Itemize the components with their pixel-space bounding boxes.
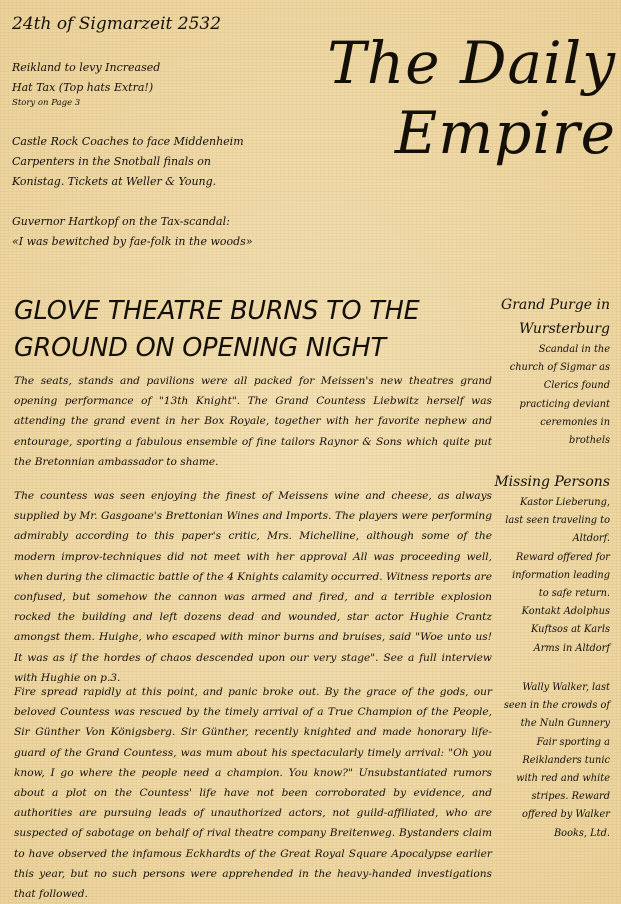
teaser-line: Reikland to levy Increased <box>12 61 161 74</box>
sidebar-missing-persons <box>494 470 610 658</box>
teaser-line: Hat Tax (Top hats Extra!) <box>12 81 154 94</box>
sidebar-heading: Wursterburg <box>519 321 610 337</box>
issue-date: 24th of Sigmarzeit 2532 <box>12 14 222 34</box>
sidebar-text: Kontakt Adolphus <box>521 606 610 618</box>
sidebar-text: Reiklanders tunic <box>522 754 610 766</box>
sidebar-text: Books, Ltd. <box>553 827 610 839</box>
sidebar-heading: Grand Purge in <box>501 297 610 313</box>
teaser-page-ref: Story on Page 3 <box>12 98 81 108</box>
sidebar-text: Arms in Altdorf <box>533 642 610 654</box>
sidebar-text: information leading <box>512 569 610 581</box>
sidebar-text: Reward offered for <box>515 551 610 563</box>
sidebar-heading: Missing Persons <box>494 474 610 490</box>
sidebar-text: Wally Walker, last <box>522 682 610 693</box>
teaser-line: Castle Rock Coaches to face Middenheim <box>12 135 244 148</box>
sidebar-text: Clerics found <box>543 380 610 392</box>
sidebar-grand-purge <box>494 293 610 450</box>
teaser-line: Konistag. Tickets at Weller & Young. <box>12 175 217 188</box>
sidebar-text: church of Sigmar as <box>509 362 610 374</box>
sidebar-text: last seen traveling to <box>505 515 610 527</box>
masthead-line-1: The Daily <box>327 29 616 97</box>
sidebar-text: Fair sporting a <box>536 736 610 748</box>
main-headline <box>14 293 494 367</box>
masthead-line-2: Empire <box>394 99 616 167</box>
article-paragraph-2: The countess was seen enjoying the finest of Meissens wine and cheese, as always supplied by Mr. Gasgoane's Brettonian Wines and Imports. The players were performing admirably according to this paper's critic, Mrs. Michelline, although some of the modern improv-techniques did not meet with her approval All was proceeding well, when during the climactic battle of the 4 Knights calamity occurred. Witness reports are confused, but somehow the cannon was armed and fired, and a terrible explosion rocked the building and left dozens dead and wounded, star actor Hughie Crantz amongst them. Huighe, who escaped with minor burns and bruises, said "Woe unto us! It was as if the hordes of chaos descended upon our very stage". See a full interview with Hughie on p.3. <box>14 490 492 684</box>
teaser-line: Guvernor Hartkopf on the Tax-scandal: <box>12 215 230 228</box>
sidebar-text: Altdorf. <box>572 533 610 545</box>
sidebar-text: stripes. Reward <box>531 791 610 803</box>
headline-line-2: GROUND ON OPENING NIGHT <box>14 333 386 363</box>
sidebar-text: with red and white <box>516 773 610 785</box>
sidebar-text: the Nuln Gunnery <box>520 718 610 730</box>
teaser-hat-tax <box>12 58 302 109</box>
article-paragraph-1: The seats, stands and pavilions were all packed for Meissen's new theatres grand opening performance of "13th Knight". The Grand Countess Liebwitz herself was attending the grand event in her Box Royale, together with her favorite nephew and entourage, sporting a fabulous ensemble of fine tailors Raynor & Sons which quite put the Bretonnian ambassador to shame. <box>14 375 492 468</box>
sidebar-text: brothels <box>568 435 610 447</box>
newspaper-masthead <box>300 28 616 168</box>
sidebar-text: Scandal in the <box>538 344 610 355</box>
article-paragraph-3: Fire spread rapidly at this point, and panic broke out. By the grace of the gods, our beloved Countess was rescued by the timely arrival of a True Champion of the People, Sir Günther Von Königsberg. Sir Günther, recently knighted and made honorary life-guard of the Grand Countess, was mum about his spectacularly timely arrival: "Oh you know, I go where the people need a champion. You know?" Unsubstantiated rumors about a plot on the Countess' life have not been corroborated by evidence, and authorities are pursuing leads of unauthorized actors, not guild-affiliated, who are suspected of sabotage on behalf of rival theatre company Breitenweg. Bystanders claim to have observed the infamous Eckhardts of the Great Royal Square Apocalypse earlier this year, but no such persons were apprehended in the heavy-handed investigations that followed. <box>14 686 492 901</box>
sidebar-text: seen in the crowds of <box>503 700 610 712</box>
sidebar-text: ceremonies in <box>540 416 610 428</box>
sidebar-text: practicing deviant <box>519 398 610 410</box>
headline-line-1: GLOVE THEATRE BURNS TO THE <box>14 296 420 326</box>
sidebar-text: to safe return. <box>538 588 610 600</box>
sidebar-text: Kuftsos at Karls <box>531 624 610 636</box>
teaser-tax-scandal <box>12 212 302 252</box>
sidebar-text: Kastor Lieberung, <box>519 497 610 508</box>
teaser-line: «I was bewitched by fae-folk in the woods» <box>12 235 253 248</box>
teaser-line: Carpenters in the Snotball finals on <box>12 155 211 168</box>
sidebar-text: offered by Walker <box>521 809 610 821</box>
teaser-snotball <box>12 132 302 192</box>
sidebar-wally-walker <box>494 679 610 843</box>
